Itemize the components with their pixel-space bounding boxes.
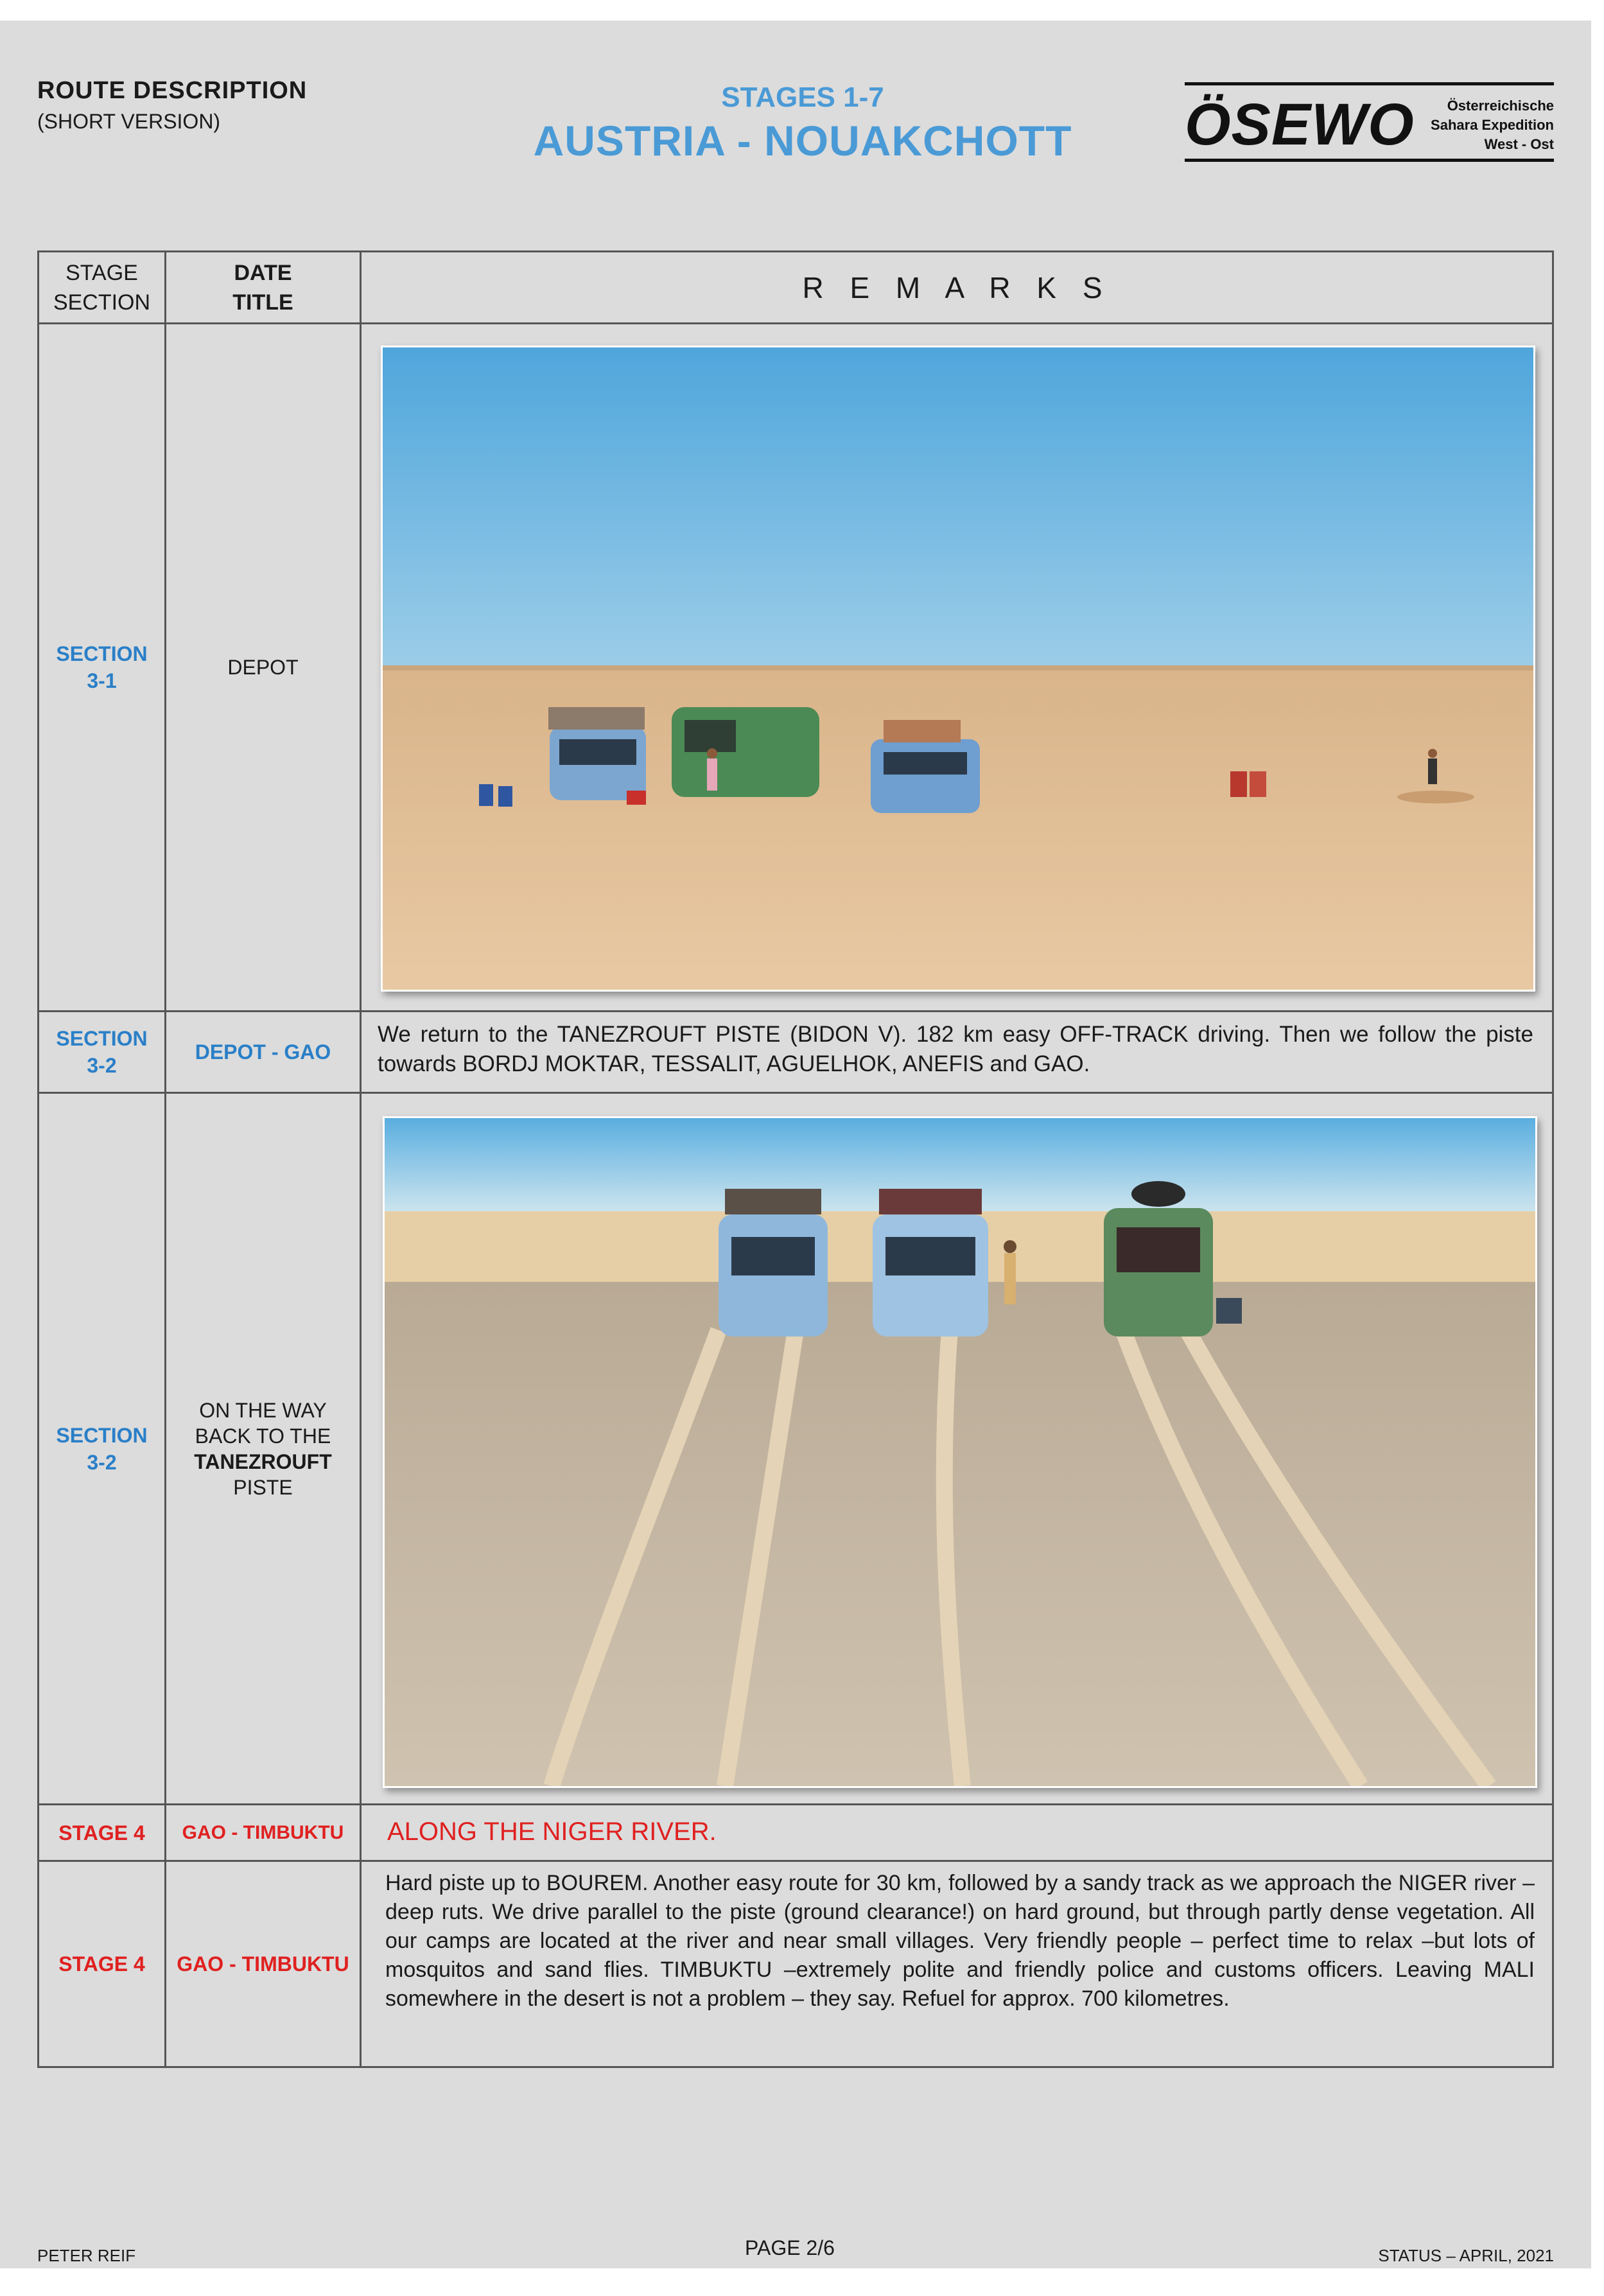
route-heading: AUSTRIA - NOUAKCHOTT (533, 117, 1072, 164)
row4-stage (39, 1805, 164, 1860)
route-table (37, 250, 1554, 2068)
column-header-stage-1: STAGE (65, 260, 138, 285)
column-header-date-1: DATE (234, 260, 292, 285)
document-title: ROUTE DESCRIPTION (37, 77, 308, 104)
row3-stage-2: 3-2 (87, 1450, 117, 1474)
logo-tagline (1431, 96, 1554, 154)
footer-status: STATUS – APRIL, 2021 (1378, 2246, 1554, 2265)
row5-title (166, 1862, 360, 2066)
column-header-date (166, 252, 360, 322)
row2-stage-1: SECTION (56, 1027, 148, 1050)
logo-rule-bottom (1185, 159, 1554, 162)
row1-stage (39, 324, 164, 1010)
row2-title-text: DEPOT - GAO (195, 1040, 331, 1064)
logo-tagline-3: West - Ost (1484, 136, 1554, 152)
row2-stage (39, 1012, 164, 1092)
desert-camp-photo-image (383, 347, 1533, 990)
row5-title-text: GAO - TIMBUKTU (177, 1952, 349, 1976)
row4-title (166, 1805, 360, 1860)
column-header-stage-2: SECTION (53, 290, 151, 315)
row3-title (166, 1094, 360, 1803)
footer-page: PAGE 2/6 (745, 2236, 835, 2259)
row5-remark: Hard piste up to BOUREM. Another easy route for 30 km, followed by a sandy track as we approach the NIGER river –deep ruts. We drive parallel to the piste (ground clearance!) on hard ground, but through partly dense vegetation. All our camps are located at the river and near small villages. Very friendly people – perfect time to relax –but lots of mosquitos and sand flies. TIMBUKTU –extremely polite and friendly police and customs officers. Leaving MALI somewhere in the desert is not a problem – they say. Refuel for approx. 700 kilometres. (385, 1871, 1535, 2011)
document-page (0, 21, 1591, 2268)
logo-tagline-1: Österreichische (1447, 98, 1554, 114)
row2-title (166, 1012, 360, 1092)
stages-heading: STAGES 1-7 (721, 82, 884, 113)
row1-title (166, 324, 360, 1010)
desert-camp-photo (381, 346, 1535, 992)
row3-title-2: BACK TO THE (195, 1424, 331, 1448)
row3-stage-1: SECTION (56, 1423, 148, 1447)
column-header-stage (39, 252, 164, 322)
row4-stage-text: STAGE 4 (58, 1821, 145, 1845)
logo-tagline-2: Sahara Expedition (1431, 117, 1554, 133)
footer-author: PETER REIF (37, 2246, 136, 2265)
header-left (37, 77, 307, 134)
off-track-vans-photo-image (385, 1118, 1535, 1786)
column-header-remarks-label: R E M A R K S (802, 270, 1111, 304)
row3-stage (39, 1094, 164, 1803)
row4-remark: ALONG THE NIGER RIVER. (387, 1818, 717, 1846)
logo-rule-top (1185, 82, 1554, 85)
row1-title-text: DEPOT (227, 656, 299, 679)
column-header-date-2: TITLE (232, 290, 293, 315)
document-subtitle: (SHORT VERSION) (37, 110, 221, 133)
column-header-remarks (362, 252, 1552, 322)
off-track-vans-photo (383, 1116, 1537, 1788)
row5-stage (39, 1862, 164, 2066)
row2-stage-2: 3-2 (87, 1054, 117, 1077)
table-rule (1552, 250, 1554, 2068)
osewo-logo (1185, 82, 1554, 162)
logo-wordmark: ÖSEWO (1185, 92, 1415, 157)
row1-stage-2: 3-1 (87, 669, 117, 692)
row3-title-3: TANEZROUFT (194, 1450, 332, 1473)
row5-stage-text: STAGE 4 (58, 1952, 145, 1976)
row4-title-text: GAO - TIMBUKTU (182, 1821, 344, 1843)
table-rule (37, 2066, 1554, 2068)
row3-title-1: ON THE WAY (199, 1398, 327, 1422)
row1-stage-1: SECTION (56, 642, 148, 665)
row2-remark: We return to the TANEZROUFT PISTE (BIDON V). 182 km easy OFF-TRACK driving. Then we follow the piste towards BORDJ MOKTAR, TESSALIT, AGUELHOK, ANEFIS and GAO. (378, 1022, 1533, 1076)
header-center (514, 82, 1092, 165)
table-rule (360, 250, 362, 2068)
row3-title-4: PISTE (233, 1475, 293, 1499)
